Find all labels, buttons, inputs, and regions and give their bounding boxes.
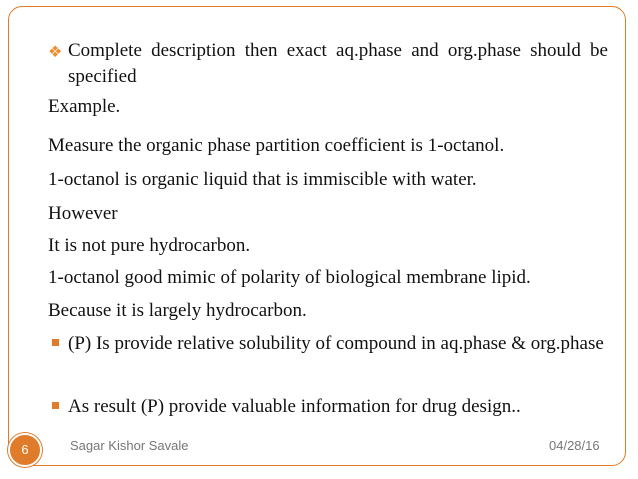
- square-bullet-item: [48, 331, 604, 357]
- text-line: It is not pure hydrocarbon.: [48, 235, 251, 256]
- square-bullet-icon: [52, 339, 59, 346]
- bullet-text: (P) Is provide relative solubility of compound in aq.phase & org.phase: [68, 333, 604, 354]
- text-line: Because it is largely hydrocarbon.: [48, 300, 307, 321]
- text-line: 1-octanol good mimic of polarity of biological membrane lipid.: [48, 267, 531, 288]
- text-line: 1-octanol is organic liquid that is immiscible with water.: [48, 169, 477, 190]
- bullet-text: Complete description then exact aq.phase and org.phase should be specified: [68, 40, 608, 87]
- diamond-bullet-item: [48, 38, 608, 90]
- footer-date: 04/28/16: [549, 438, 600, 453]
- text-line: Example.: [48, 96, 121, 117]
- slide-number-badge: 6: [8, 433, 42, 467]
- diamond-bullet-icon: ❖: [48, 44, 63, 61]
- text-line: However: [48, 203, 118, 224]
- square-bullet-icon: [52, 402, 59, 409]
- square-bullet-item: [48, 394, 604, 420]
- footer-author: Sagar Kishor Savale: [70, 438, 189, 453]
- bullet-text: As result (P) provide valuable information for drug design..: [68, 396, 521, 417]
- text-line: Measure the organic phase partition coefficient is 1-octanol.: [48, 135, 505, 156]
